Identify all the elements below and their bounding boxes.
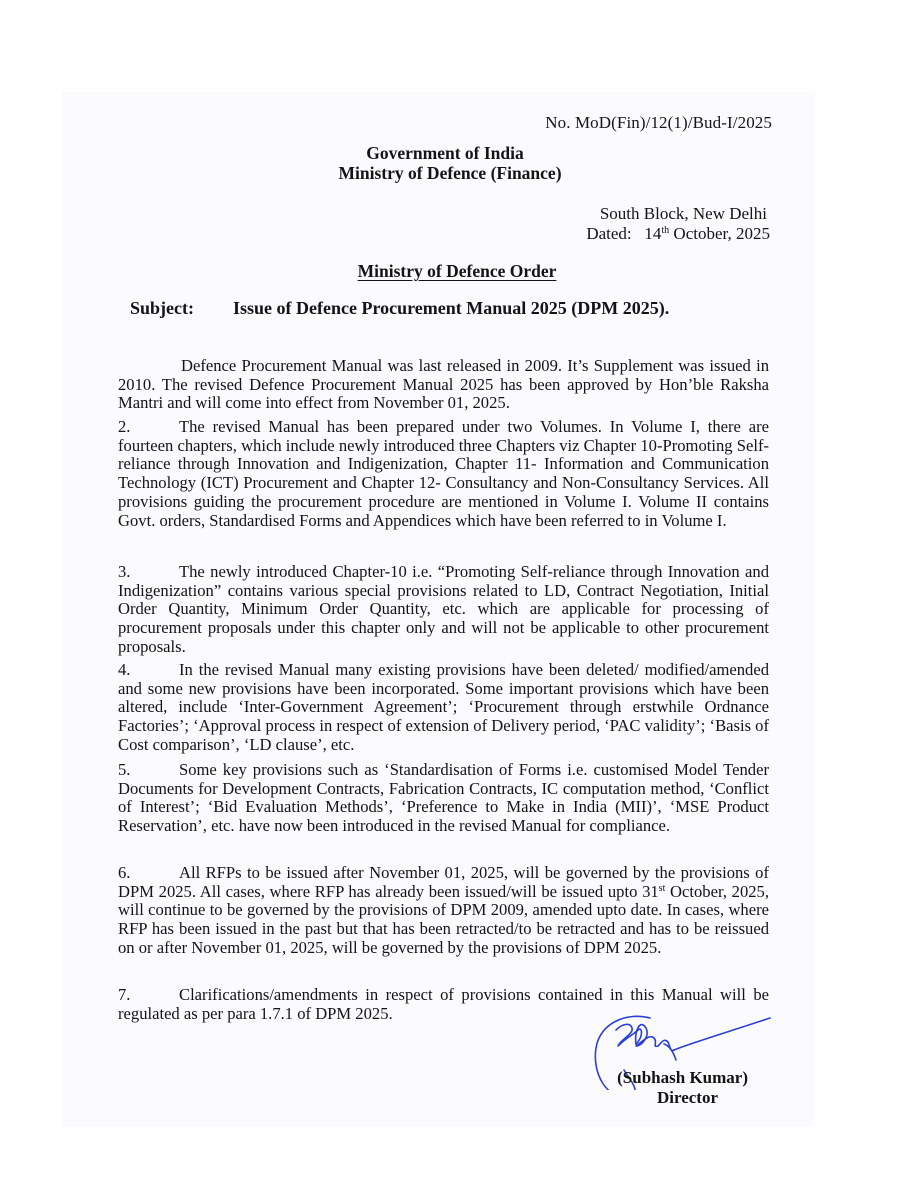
paragraph-2 — [118, 418, 769, 530]
paragraph-text-part1: All RFPs to be issued after November 01, 2025, will be governed by the provisions of DPM 2025. All cases, where RFP has already been issued/will be issued upto 31 — [118, 863, 769, 901]
reference-number: No. MoD(Fin)/12(1)/Bud-I/2025 — [545, 113, 772, 132]
date-rest: October, 2025 — [673, 224, 770, 243]
paragraph-number: 7. — [118, 985, 131, 1004]
date-label: Dated: — [586, 224, 632, 243]
issuing-authority-header — [0, 143, 900, 183]
paragraph-text-part2: October, 2025, will continue to be governed by the provisions of DPM 2009, amended upto date. In cases, where RFP has been issued in the past but that has been retracted/to be retracted and has to be reissued on or after November 01, 2025, will be governed by the provisions of DPM 2025. — [118, 881, 769, 957]
paragraph-text: In the revised Manual many existing provisions have been deleted/ modified/amended and some new provisions have been incorporated. Some important provisions which have been altered, include ‘Inter-Government Agreement’; ‘Procurement through erstwhile Ordnance Factories’; ‘Approval process in respect of extension of Delivery period, ‘PAC validity’; ‘Basis of Cost comparison’, ‘LD clause’, etc. — [118, 660, 770, 754]
paragraph-text: The revised Manual has been prepared under two Volumes. In Volume I, there are fourteen chapters, which include newly introduced three Chapters viz Chapter 10-Promoting Self-reliance through Innovation and Indigenization, Chapter 11- Information and Communication Technology (ICT) Procurement and Chapter 12- Consultancy and Non-Consultancy Services. All provisions guiding the procurement procedure are mentioned in Volume I. Volume II contains Govt. orders, Standardised Forms and Appendices which have been referred to in Volume I. — [118, 417, 769, 530]
paragraph-number: 6. — [118, 863, 131, 882]
place: South Block, New Delhi — [599, 204, 767, 223]
subject-line — [130, 298, 669, 319]
paragraph-text: Clarifications/amendments in respect of provisions contained in this Manual will be regulated as per para 1.7.1 of DPM 2025. — [118, 985, 769, 1023]
order-title — [0, 261, 900, 282]
date-day-suffix: th — [661, 225, 670, 236]
paragraph-6 — [118, 864, 769, 958]
ministry-name: Ministry of Defence (Finance) — [338, 163, 562, 183]
ordinal-suffix: st — [658, 882, 666, 894]
signature-tail — [674, 1018, 770, 1050]
paragraph-number: 4. — [118, 660, 131, 679]
paragraph-text: Some key provisions such as ‘Standardisation of Forms i.e. customised Model Tender Documents for Development Contracts, Fabrication Contracts, IC computation method, ‘Conflict of Interest’; ‘Bid Evaluation Methods’, ‘Preference to Make in India (MII)’, ‘MSE Product Reservation’, etc. have now been introduced in the revised Manual for compliance. — [118, 760, 769, 836]
signatory-block — [596, 1068, 748, 1108]
signatory-designation: Director — [656, 1088, 718, 1107]
subject-label: Subject: — [130, 298, 194, 318]
date-line — [586, 224, 770, 244]
subject-text: Issue of Defence Procurement Manual 2025 (DPM 2025). — [233, 298, 670, 318]
government-name: Government of India — [366, 143, 524, 163]
paragraph-3 — [118, 563, 769, 657]
paragraph-number: 3. — [118, 562, 131, 581]
signatory-name: (Subhash Kumar) — [617, 1068, 748, 1087]
paragraph-text: The newly introduced Chapter-10 i.e. “Promoting Self-reliance through Innovation and Indigenization” contains various special provisions related to LD, Contract Negotiation, Initial Order Quantity, Minimum Order Quantity, etc. which are applicable for processing of procurement proposals under this chapter only and will not be applicable to other procurement proposals. — [118, 562, 769, 656]
paragraph-number: 2. — [118, 417, 131, 436]
order-title-text: Ministry of Defence Order — [357, 261, 557, 281]
paragraph-text: Defence Procurement Manual was last released in 2009. It’s Supplement was issued in 2010. The revised Defence Procurement Manual 2025 has been approved by Hon’ble Raksha Mantri and will come into effect from November 01, 2025. — [118, 356, 769, 413]
paragraph-4 — [118, 661, 769, 755]
paragraph-1 — [118, 357, 769, 413]
date-day: 14 — [644, 224, 662, 243]
paragraph-5 — [118, 761, 769, 836]
place-and-date — [586, 204, 770, 244]
paragraph-number: 5. — [118, 760, 131, 779]
